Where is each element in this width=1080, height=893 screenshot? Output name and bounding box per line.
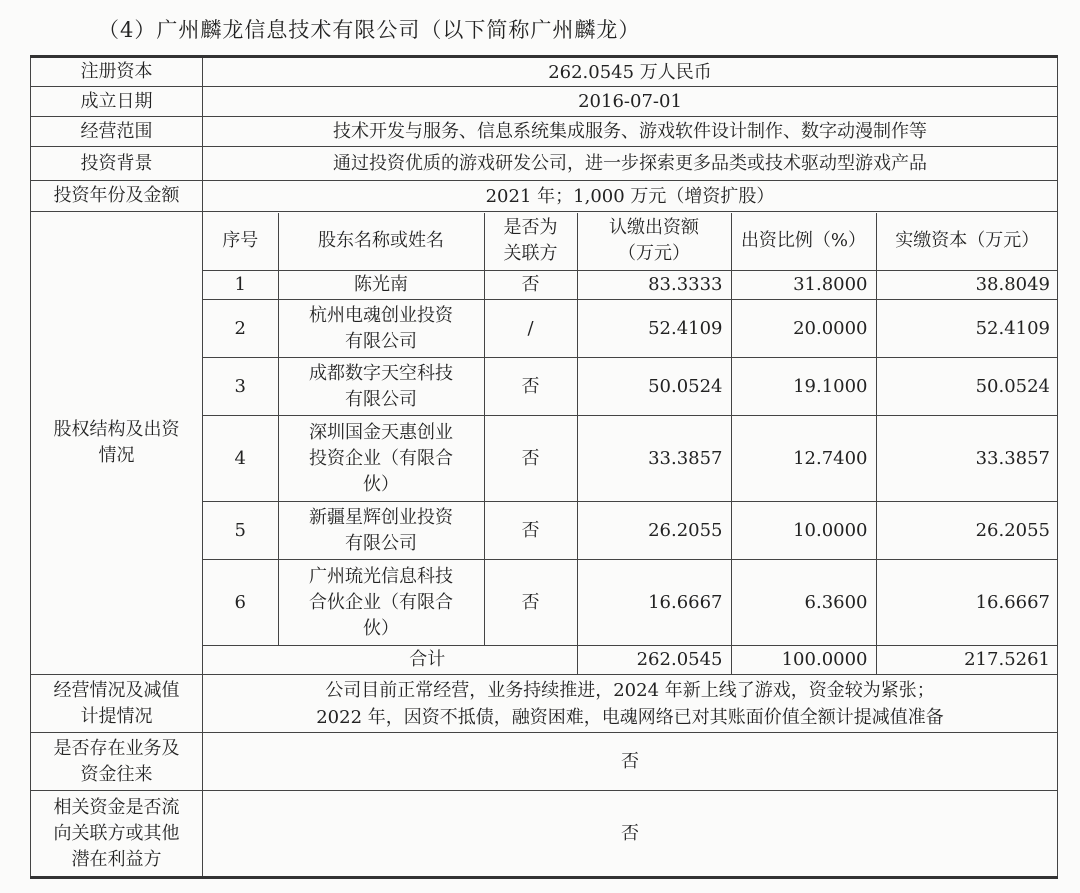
table-row [203,560,1058,646]
table-row [203,271,1058,300]
name-cell [278,300,484,358]
equity-row [31,212,1058,675]
table-row [203,416,1058,502]
table-row [203,358,1058,416]
ratio-cell: 19.1000 [731,358,876,416]
name-cell [278,560,484,646]
name-line: 伙） [363,617,399,639]
equity-label [31,212,203,675]
flow-label-line3: 潜在利益方 [71,848,162,870]
flow-label-line1: 相关资金是否流 [53,796,180,818]
investment-row [31,181,1058,212]
seq-cell: 4 [203,416,278,502]
total-label: 合计 [278,646,577,674]
business-value: 否 [203,733,1058,791]
name-line: 伙） [363,473,399,495]
subscribed-cell: 33.3857 [577,416,731,502]
total-ratio: 100.0000 [731,646,876,674]
total-row [203,646,1058,674]
name-line: 新疆星辉创业投资 [309,506,453,528]
ratio-cell: 31.8000 [731,271,876,300]
header-name: 股东名称或姓名 [278,213,484,271]
capital-label: 注册资本 [31,57,203,87]
subscribed-cell: 52.4109 [577,300,731,358]
related-cell: 否 [484,271,577,300]
business-label [31,733,203,791]
header-subscribed-line1: 认缴出资额 [609,217,699,239]
name-line: 广州琉光信息科技 [309,565,453,587]
scope-label: 经营范围 [31,117,203,147]
ratio-cell: 10.0000 [731,502,876,560]
name-cell [278,502,484,560]
subscribed-cell: 83.3333 [577,271,731,300]
total-paid: 217.5261 [876,646,1058,674]
seq-cell: 2 [203,300,278,358]
header-related-line1: 是否为 [503,217,558,239]
background-value: 通过投资优质的游戏研发公司，进一步探索更多品类或技术驱动型游戏产品 [203,147,1058,181]
operation-label-line2: 计提情况 [80,705,153,727]
seq-cell: 6 [203,560,278,646]
operation-line1: 公司目前正常经营，业务持续推进，2024 年新上线了游戏，资金较为紧张； [325,679,935,701]
equity-label-line2: 情况 [98,445,135,466]
investment-value: 2021 年；1,000 万元（增资扩股） [203,181,1058,212]
shareholder-header-row [203,213,1058,271]
seq-cell: 3 [203,358,278,416]
operation-label-line1: 经营情况及减值 [53,679,180,701]
table-row [203,502,1058,560]
founded-value: 2016-07-01 [203,87,1058,117]
ratio-cell: 20.0000 [731,300,876,358]
capital-row [31,57,1058,87]
name-cell: 陈光南 [278,271,484,300]
paid-cell: 33.3857 [876,416,1058,502]
name-line: 合伙企业（有限合 [309,591,453,613]
paid-cell: 52.4109 [876,300,1058,358]
flow-row [31,791,1058,878]
section-heading: （4）广州麟龙信息技术有限公司（以下简称广州麟龙） [98,18,641,42]
company-info-table [30,55,1058,879]
operation-label [31,675,203,733]
header-seq: 序号 [203,213,278,271]
paid-cell: 16.6667 [876,560,1058,646]
business-label-line1: 是否存在业务及 [53,737,180,759]
scope-row [31,117,1058,147]
paid-cell: 38.8049 [876,271,1058,300]
name-line: 有限公司 [345,388,417,410]
business-row [31,733,1058,791]
total-subscribed: 262.0545 [577,646,731,674]
investment-label: 投资年份及金额 [31,181,203,212]
business-label-line2: 资金往来 [80,763,153,785]
equity-label-line1: 股权结构及出资 [53,419,180,440]
founded-label: 成立日期 [31,87,203,117]
flow-label-line2: 向关联方或其他 [53,822,180,844]
name-line: 有限公司 [345,532,417,554]
related-cell: 否 [484,502,577,560]
subscribed-cell: 16.6667 [577,560,731,646]
capital-value: 262.0545 万人民币 [203,57,1058,87]
name-line: 有限公司 [345,330,417,352]
operation-row [31,675,1058,733]
name-cell [278,416,484,502]
header-paid: 实缴资本（万元） [876,213,1058,271]
subscribed-cell: 26.2055 [577,502,731,560]
paid-cell: 50.0524 [876,358,1058,416]
name-line: 投资企业（有限合 [309,447,453,469]
subscribed-cell: 50.0524 [577,358,731,416]
operation-value [203,675,1058,733]
operation-line2: 2022 年，因资不抵债，融资困难，电魂网络已对其账面价值全额计提减值准备 [316,706,944,728]
flow-value: 否 [203,791,1058,878]
name-line: 杭州电魂创业投资 [309,304,453,326]
seq-cell: 5 [203,502,278,560]
founded-row [31,87,1058,117]
header-related-line2: 关联方 [503,243,558,265]
name-cell [278,358,484,416]
seq-cell: 1 [203,271,278,300]
table-row [203,300,1058,358]
header-related [484,213,577,271]
flow-label [31,791,203,878]
related-cell: 否 [484,560,577,646]
scope-value: 技术开发与服务、信息系统集成服务、游戏软件设计制作、数字动漫制作等 [203,117,1058,147]
shareholder-table [203,213,1058,674]
ratio-cell: 6.3600 [731,560,876,646]
header-subscribed [577,213,731,271]
header-ratio: 出资比例（%） [731,213,876,271]
paid-cell: 26.2055 [876,502,1058,560]
related-cell: 否 [484,416,577,502]
related-cell: / [484,300,577,358]
related-cell: 否 [484,358,577,416]
name-line: 成都数字天空科技 [309,362,453,384]
background-row [31,147,1058,181]
background-label: 投资背景 [31,147,203,181]
header-subscribed-line2: （万元） [618,243,690,265]
ratio-cell: 12.7400 [731,416,876,502]
name-line: 深圳国金天惠创业 [309,421,453,443]
